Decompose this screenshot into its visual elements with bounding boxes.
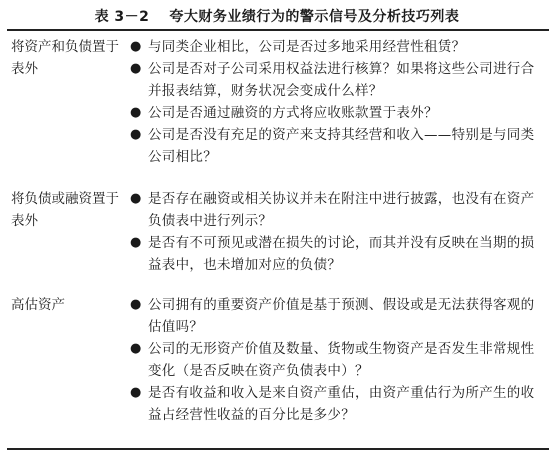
category-label: 将资产和负债置于表外 [11,39,119,77]
category-label: 高估资产 [11,297,65,313]
bullet-icon: ● [130,191,142,206]
top-rule [7,29,549,31]
list-item [128,294,544,338]
category-label: 将负债或融资置于表外 [11,191,119,229]
list-item [128,124,544,168]
item-text: 公司是否通过融资的方式将应收账款置于表外？ [148,105,438,121]
list-item [128,102,544,124]
bullet-icon: ● [130,385,142,400]
bottom-rule [7,448,549,450]
bullet-icon: ● [130,127,142,142]
list-item [128,188,544,232]
item-list [128,36,544,168]
table-title [0,6,554,26]
list-item [128,338,544,382]
item-text: 与同类企业相比，公司是否过多地采用经营性租赁？ [148,39,466,55]
item-text: 公司的无形资产价值及数量、货物或生物资产是否发生非常规性变化（是否反映在资产负债表中）？ [148,341,535,379]
bullet-icon: ● [130,105,142,120]
list-item [128,58,544,102]
table-number: 表 3－2 [94,9,150,25]
item-list [128,188,544,276]
bullet-icon: ● [130,61,142,76]
item-list [128,294,544,426]
item-text: 是否有收益和收入是来自资产重估，由资产重估行为所产生的收益占经营性收益的百分比是多少？ [148,385,535,423]
table-caption: 夸大财务业绩行为的警示信号及分析技巧列表 [169,9,460,25]
item-text: 公司拥有的重要资产价值是基于预测、假设或是无法获得客观的估值吗？ [148,297,535,335]
list-item [128,232,544,276]
list-item [128,36,544,58]
item-text: 是否有不可预见或潜在损失的讨论，而其并没有反映在当期的损益表中，也未增加对应的负债？ [148,235,535,273]
bullet-icon: ● [130,235,142,250]
bullet-icon: ● [130,297,142,312]
bullet-icon: ● [130,39,142,54]
item-text: 是否存在融资或相关协议并未在附注中进行披露，也没有在资产负债表中进行列示？ [148,191,535,229]
bullet-icon: ● [130,341,142,356]
list-item [128,382,544,426]
item-text: 公司是否没有充足的资产来支持其经营和收入——特别是与同类公司相比？ [148,127,535,165]
item-text: 公司是否对子公司采用权益法进行核算？如果将这些公司进行合并报表结算，财务状况会变成什么样？ [148,61,535,99]
